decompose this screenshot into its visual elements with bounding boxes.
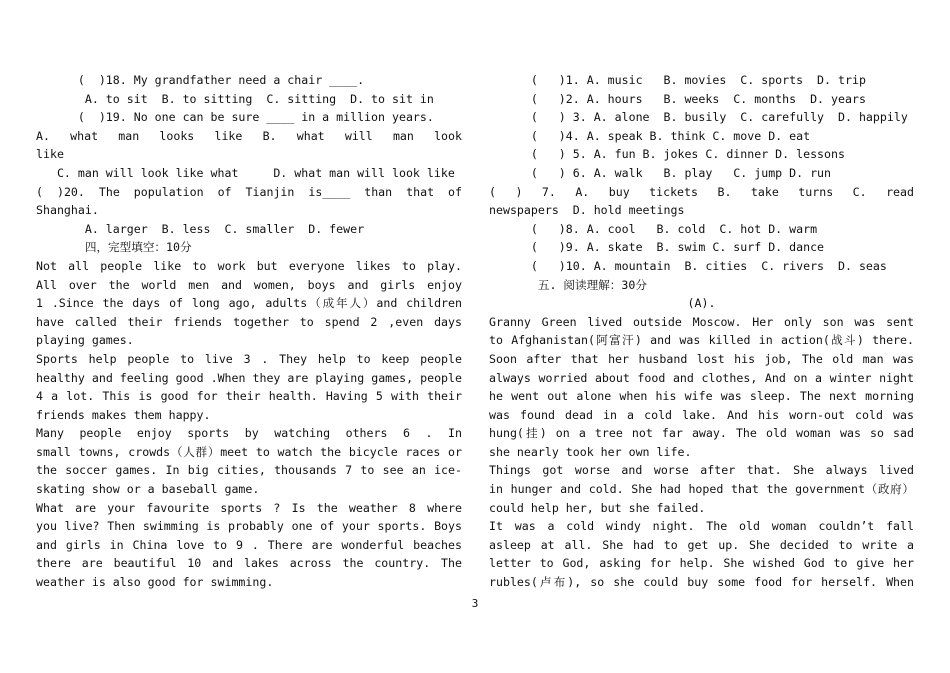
text-line: Things got worse and worse after that. She always lived — [489, 463, 914, 478]
text-line: weather is also good for swimming. — [36, 575, 274, 590]
text-line: playing games. — [36, 333, 134, 348]
text-line: ( )18. My grandfather need a chair ____. — [36, 73, 365, 87]
text-line: 4 a lot. This is good for their health. Having 5 with their — [36, 389, 462, 404]
text-line: there are beautiful 10 and lakes across the country. The — [36, 556, 462, 571]
text-line: ( ) 3. A. alone B. busily C. carefully D. happily — [489, 110, 908, 125]
text-line: you live? Then swimming is probably one of your sports. Boys — [36, 519, 462, 534]
text-line: and girls in China love to 9 . There are wonderful beaches — [36, 537, 462, 552]
text-line: ( ) 7. A. buy tickets B. take turns C. read — [489, 184, 914, 199]
text-line: rubles(卢布), so she could buy some food for herself. When — [489, 575, 914, 590]
text-line: ( )8. A. cool B. cold C. hot D. warm — [489, 221, 818, 236]
text-line: Granny Green lived outside Moscow. Her only son was sent — [489, 314, 914, 329]
text-line: letter to God, asking for help. She wished God to give her — [489, 556, 914, 571]
text-line: A. larger B. less C. smaller D. fewer — [36, 221, 365, 236]
text-line: she nearly took her own life. — [489, 444, 692, 459]
text-line: the soccer games. In big cities, thousands 7 to see an ice- — [36, 463, 462, 478]
text-line: small towns, crowds（人群）meet to watch the bicycle races or — [36, 444, 462, 459]
text-line: asleep at all. She had to get up. She decided to write a — [489, 537, 914, 552]
text-line: newspapers D. hold meetings — [489, 203, 685, 218]
text-line: A. to sit B. to sitting C. sitting D. to sit in — [36, 91, 434, 106]
text-line: ( )19. No one can be sure ____ in a million years. — [36, 110, 434, 125]
text-line: like — [36, 147, 64, 162]
text-line: in hunger and cold. She had hoped that the government（政府） — [489, 482, 914, 497]
text-line: he went out alone when his wife was sleep. The next morning — [489, 389, 914, 404]
text-line: hung(挂) on a tree not far away. The old woman was so sad — [489, 426, 914, 441]
text-line: 五. 阅读理解：30分 — [489, 277, 647, 292]
text-line: ( )20. The population of Tianjin is____ than that of — [36, 184, 462, 199]
text-line: Not all people like to work but everyone likes to play. — [36, 258, 462, 273]
text-line: C. man will look like what D. what man will look like — [36, 165, 455, 180]
text-line: could help her, but she failed. — [489, 500, 706, 515]
text-line: Soon after that her husband lost his job, The old man was — [489, 351, 914, 366]
right-column — [489, 71, 914, 592]
text-line: to Afghanistan(阿富汗) and was killed in action(战斗) there. — [489, 333, 914, 348]
page-number: 3 — [471, 597, 479, 610]
text-line: always worried about food and clothes, And on a winter night — [489, 370, 914, 385]
text-line: 1 .Since the days of long ago, adults（成年人）and children — [36, 296, 462, 311]
text-line: Shanghai. — [36, 203, 99, 218]
text-line: ( )10. A. mountain B. cities C. rivers D. seas — [489, 258, 887, 273]
text-line: What are your favourite sports ? Is the weather 8 where — [36, 500, 462, 515]
text-line: skating show or a baseball game. — [36, 482, 260, 497]
text-line: (A). — [687, 296, 716, 311]
text-line: ( )1. A. music B. movies C. sports D. trip — [489, 73, 866, 87]
text-line: A. what man looks like B. what will man look — [36, 128, 462, 143]
text-line: was found dead in a cold lake. And his worn-out cold was — [489, 407, 914, 422]
text-line: have called their friends together to spend 2 ,even days — [36, 314, 462, 329]
text-line: Many people enjoy sports by watching others 6 . In — [36, 426, 462, 441]
text-line: ( )2. A. hours B. weeks C. months D. years — [489, 91, 866, 106]
text-line: friends makes them happy. — [36, 407, 211, 422]
text-line: ( )9. A. skate B. swim C. surf D. dance — [489, 240, 825, 255]
text-line: healthy and feeling good .When they are playing games, people — [36, 370, 462, 385]
text-line: ( ) 6. A. walk B. play C. jump D. run — [489, 165, 832, 180]
text-line: ( )4. A. speak B. think C. move D. eat — [489, 128, 811, 143]
text-line: ( ) 5. A. fun B. jokes C. dinner D. lessons — [489, 147, 845, 162]
text-line: It was a cold windy night. The old woman couldn’t fall — [489, 519, 914, 534]
left-column — [36, 71, 462, 592]
text-line: 四，完型填空：10分 — [36, 240, 192, 255]
text-line: Sports help people to live 3 . They help to keep people — [36, 351, 462, 366]
text-line: All over the world men and women, boys and girls enjoy — [36, 277, 462, 292]
